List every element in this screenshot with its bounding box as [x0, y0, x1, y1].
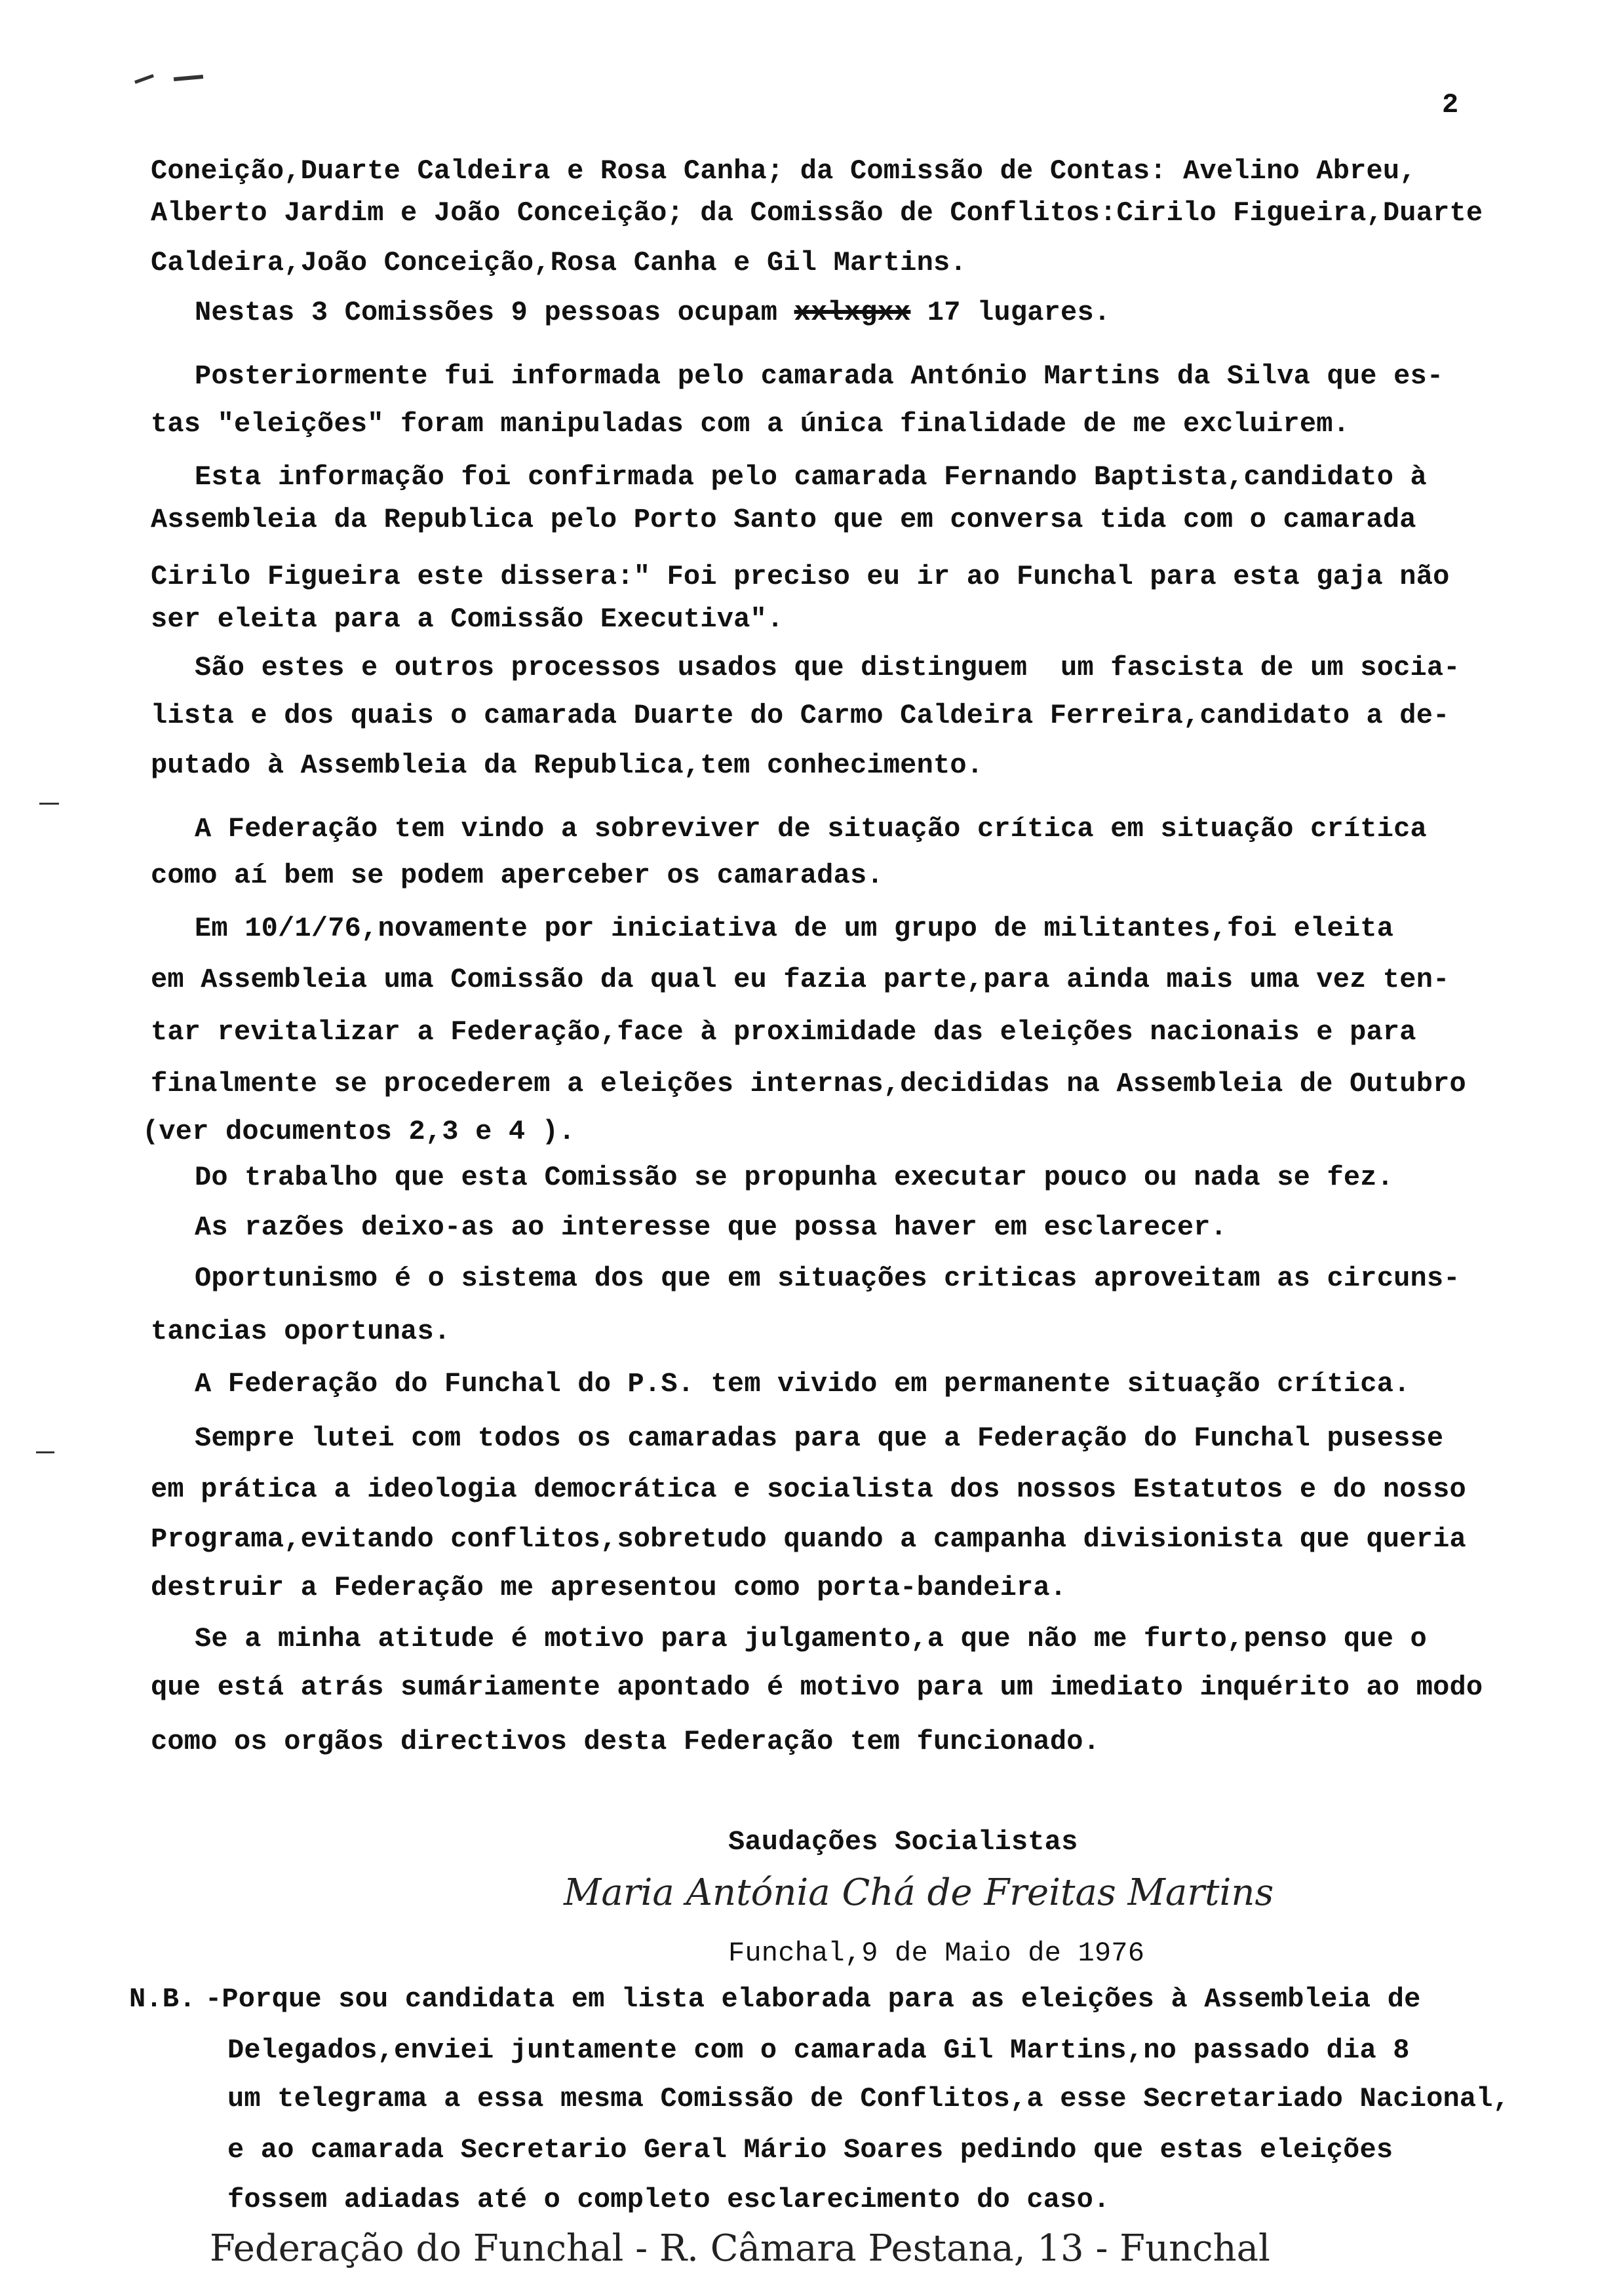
nb-line: e ao camarada Secretario Geral Mário Soares pedindo que estas eleições — [227, 2134, 1393, 2166]
body-line: como aí bem se podem aperceber os camaradas. — [151, 860, 884, 891]
body-line: Alberto Jardim e João Conceição; da Comissão de Conflitos:Cirilo Figueira,Duarte — [151, 197, 1483, 229]
body-line-text: 17 lugares. — [910, 297, 1111, 328]
body-line: Posteriormente fui informada pelo camarada António Martins da Silva que es- — [195, 360, 1444, 392]
nb-line: -Porque sou candidata em lista elaborada para as eleições à Assembleia de — [205, 1983, 1421, 2015]
body-line: Cirilo Figueira este dissera:" Foi preciso eu ir ao Funchal para esta gaja não — [151, 561, 1450, 592]
body-line: tar revitalizar a Federação,face à proximidade das eleições nacionais e para — [151, 1016, 1416, 1048]
place-date: Funchal,9 de Maio de 1976 — [728, 1938, 1145, 1969]
body-line: A Federação do Funchal do P.S. tem vivido em permanente situação crítica. — [195, 1368, 1411, 1400]
body-line: Se a minha atitude é motivo para julgamento,a que não me furto,penso que o — [195, 1623, 1427, 1655]
body-line: que está atrás sumáriamente apontado é motivo para um imediato inquérito ao modo — [151, 1672, 1483, 1703]
body-line: em Assembleia uma Comissão da qual eu fazia parte,para ainda mais uma vez ten- — [151, 964, 1450, 995]
body-line: Oportunismo é o sistema dos que em situações criticas aproveitam as circuns- — [195, 1263, 1460, 1294]
struck-out-word: xxlxgxx — [794, 297, 911, 328]
body-line: Caldeira,João Conceição,Rosa Canha e Gil Martins. — [151, 247, 967, 278]
nb-label: N.B. — [129, 1983, 196, 2015]
handwritten-address: Federação do Funchal - R. Câmara Pestana, 13 - Funchal — [210, 2227, 1270, 2270]
salutation: Saudações Socialistas — [728, 1826, 1078, 1858]
body-line: putado à Assembleia da Republica,tem conhecimento. — [151, 750, 984, 781]
body-line: tas "eleições" foram manipuladas com a única finalidade de me excluirem. — [151, 408, 1350, 440]
body-line: A Federação tem vindo a sobreviver de situação crítica em situação crítica — [195, 813, 1427, 845]
handwritten-signature: Maria Antónia Chá de Freitas Martins — [564, 1871, 1274, 1914]
nb-line: um telegrama a essa mesma Comissão de Conflitos,a esse Secretariado Nacional, — [227, 2083, 1510, 2114]
body-line: como os orgãos directivos desta Federação tem funcionado. — [151, 1726, 1100, 1757]
body-line: Esta informação foi confirmada pelo camarada Fernando Baptista,candidato à — [195, 461, 1427, 493]
scan-mark — [174, 75, 203, 81]
body-line: em prática a ideologia democrática e socialista dos nossos Estatutos e do nosso — [151, 1474, 1466, 1505]
body-line: As razões deixo-as ao interesse que possa haver em esclarecer. — [195, 1212, 1228, 1243]
nb-line: Delegados,enviei juntamente com o camarada Gil Martins,no passado dia 8 — [227, 2035, 1410, 2066]
body-line: Sempre lutei com todos os camaradas para que a Federação do Funchal pusesse — [195, 1423, 1444, 1454]
scan-mark — [134, 74, 154, 84]
body-line: destruir a Federação me apresentou como porta-bandeira. — [151, 1572, 1067, 1603]
body-line: São estes e outros processos usados que distinguem um fascista de um socia- — [195, 652, 1460, 683]
body-line — [195, 296, 1110, 329]
body-line: Coneição,Duarte Caldeira e Rosa Canha; da Comissão de Contas: Avelino Abreu, — [151, 155, 1416, 187]
body-line: tancias oportunas. — [151, 1316, 451, 1347]
page-number: 2 — [1442, 89, 1459, 121]
body-line: lista e dos quais o camarada Duarte do Carmo Caldeira Ferreira,candidato a de- — [151, 700, 1450, 731]
scan-mark — [39, 803, 59, 805]
body-line: ser eleita para a Comissão Executiva". — [151, 603, 784, 635]
body-line: Do trabalho que esta Comissão se propunha executar pouco ou nada se fez. — [195, 1162, 1394, 1193]
body-line-text: Nestas 3 Comissões 9 pessoas ocupam — [195, 297, 794, 328]
body-line: Programa,evitando conflitos,sobretudo quando a campanha divisionista que queria — [151, 1523, 1466, 1555]
body-line: Assembleia da Republica pelo Porto Santo que em conversa tida com o camarada — [151, 504, 1416, 535]
body-line: finalmente se procederem a eleições internas,decididas na Assembleia de Outubro — [151, 1068, 1466, 1100]
nb-line: fossem adiadas até o completo esclarecimento do caso. — [227, 2184, 1110, 2215]
body-line: Em 10/1/76,novamente por iniciativa de um grupo de militantes,foi eleita — [195, 913, 1394, 944]
body-line: (ver documentos 2,3 e 4 ). — [142, 1116, 575, 1147]
scan-mark — [36, 1451, 54, 1453]
